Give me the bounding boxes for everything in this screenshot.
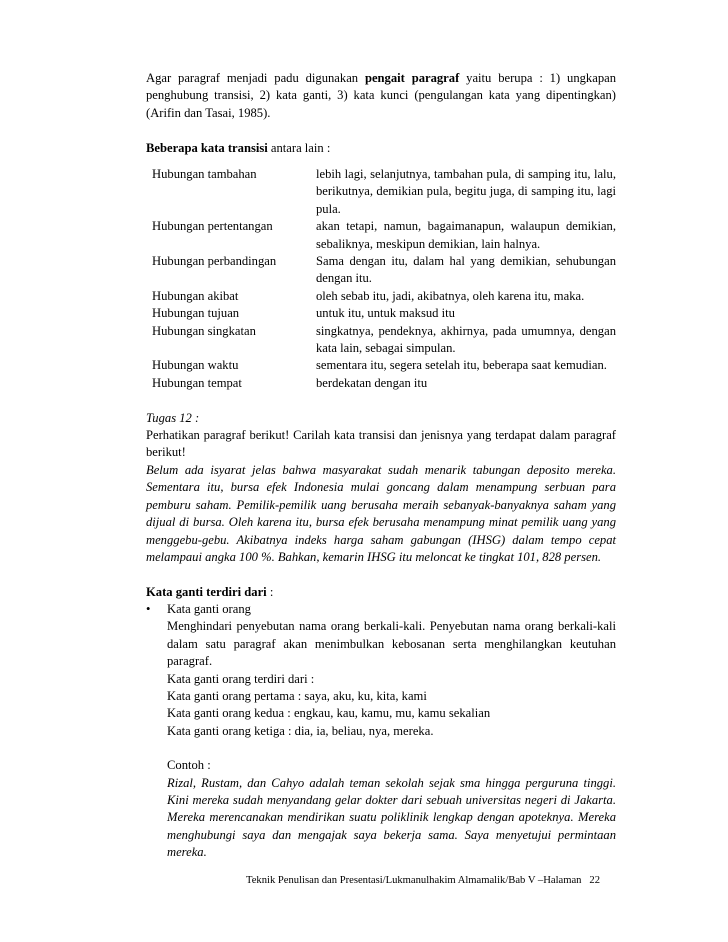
table-row <box>152 305 616 322</box>
transisi-heading-rest: antara lain : <box>267 141 331 155</box>
transisi-kind: Hubungan waktu <box>152 358 239 373</box>
transisi-kind: Hubungan perbandingan <box>152 254 277 269</box>
table-row <box>152 323 616 358</box>
intro-text-1: Agar paragraf menjadi padu digunakan <box>146 71 365 85</box>
intro-paragraph <box>146 70 616 122</box>
tugas-instruction: Perhatikan paragraf berikut! Carilah kata transisi dan jenisnya yang terdapat dalam paragraf berikut! <box>146 428 616 460</box>
list-item <box>146 601 616 860</box>
transisi-words: berdekatan dengan itu <box>316 375 428 390</box>
page-number: 22 <box>589 875 601 886</box>
transisi-words: Sama dengan itu, dalam hal yang demikian, sehubungan dengan itu. <box>316 254 616 286</box>
intro-text-2: yaitu berupa : 1) ungkapan penghubung transisi, 2) kata ganti, 3) kata kunci (pengulangan kata yang dipentingkan) (Arifin dan Tasai, 1985). <box>146 71 616 120</box>
kata-ganti-heading-bold: Kata ganti terdiri dari <box>146 585 267 599</box>
table-row <box>152 375 616 392</box>
transisi-heading-bold: Beberapa kata transisi <box>146 141 268 155</box>
transisi-table <box>152 166 616 392</box>
transisi-words: oleh sebab itu, jadi, akibatnya, oleh karena itu, maka. <box>316 288 585 303</box>
kata-ganti-line: Kata ganti orang terdiri dari : <box>167 671 315 686</box>
footer-text: Teknik Penulisan dan Presentasi/Lukmanulhakim Almamalik/Bab V –Halaman <box>246 875 582 886</box>
kata-ganti-line: Kata ganti orang kedua : engkau, kau, kamu, mu, kamu sekalian <box>167 706 491 721</box>
kata-ganti-item-desc: Menghindari penyebutan nama orang berkali-kali. Penyebutan nama orang berkali-kali dalam satu paragraf akan menimbulkan kebosanan serta menghilangkan keutuhan paragraf. <box>167 619 616 669</box>
transisi-words: untuk itu, untuk maksud itu <box>316 306 455 321</box>
table-row <box>152 288 616 305</box>
transisi-words: sementara itu, segera setelah itu, beberapa saat kemudian. <box>316 358 607 373</box>
kata-ganti-line: Kata ganti orang pertama : saya, aku, ku, kita, kami <box>167 689 427 704</box>
transisi-kind: Hubungan tujuan <box>152 306 240 321</box>
intro-bold-term: pengait paragraf <box>364 71 460 85</box>
kata-ganti-orang-body <box>167 601 616 862</box>
page-footer <box>246 872 626 889</box>
transisi-words: lebih lagi, selanjutnya, tambahan pula, di samping itu, lalu, berikutnya, demikian pula, begitu juga, di samping itu, lagi pula. <box>316 167 616 216</box>
transisi-kind: Hubungan tempat <box>152 375 242 390</box>
tugas-passage <box>146 462 616 566</box>
kata-ganti-heading <box>146 584 616 601</box>
kata-ganti-line: Kata ganti orang ketiga : dia, ia, beliau, nya, mereka. <box>167 723 434 738</box>
contoh-text <box>167 775 616 862</box>
bullet-icon: • <box>146 602 151 616</box>
transisi-kind: Hubungan singkatan <box>152 323 256 338</box>
tugas-passage-text: Belum ada isyarat jelas bahwa masyarakat sudah menarik tabungan deposito mereka. Sementara itu, bursa efek Indonesia mulai goncang dalam menampung serbuan para pemburu saham. Pemilik-pemilik uang berusaha meraih sebanyak-banyaknya saham yang dijual di bursa. Oleh karena itu, bursa efek berusaha menampung minat pemilik uang yang menggebu-gebu. Akibatnya indeks harga saham gabungan (IHSG) dalam tempo cepat melampaui angka 100 %. Bahkan, kemarin IHSG itu meloncat ke tingkat 101, 828 persen. <box>146 463 616 565</box>
transisi-kind: Hubungan pertentangan <box>152 219 273 234</box>
kata-ganti-item-title: Kata ganti orang <box>167 602 251 616</box>
table-row <box>152 166 616 218</box>
spacer <box>167 740 616 757</box>
table-row <box>152 253 616 288</box>
table-row <box>152 218 616 253</box>
tugas-title-text: Tugas 12 : <box>146 411 200 425</box>
transisi-words: akan tetapi, namun, bagaimanapun, walaupun demikian, sebaliknya, meskipun demikian, lain halnya. <box>316 219 616 251</box>
contoh-label: Contoh : <box>167 758 211 773</box>
tugas-title <box>146 410 616 427</box>
transisi-kind: Hubungan akibat <box>152 288 239 303</box>
transisi-heading <box>146 140 616 157</box>
table-row <box>152 357 616 374</box>
transisi-kind: Hubungan tambahan <box>152 167 257 181</box>
transisi-words: singkatnya, pendeknya, akhirnya, pada umumnya, dengan kata lain, sebagai simpulan. <box>316 323 616 356</box>
kata-ganti-heading-rest: : <box>266 585 274 599</box>
contoh-text-italic: Rizal, Rustam, dan Cahyo adalah teman sekolah sejak sma hingga perguruna tinggi. Kini mereka sudah menyandang gelar dokter dari sebuah universitas negeri di Jakarta. Mereka merencanakan mendirikan suatu poliklinik lengkap dengan apoteknya. Mereka menghubungi saya dan mengajak saya bekerja sama. Saya menyetujui permintaan mereka. <box>167 775 616 860</box>
